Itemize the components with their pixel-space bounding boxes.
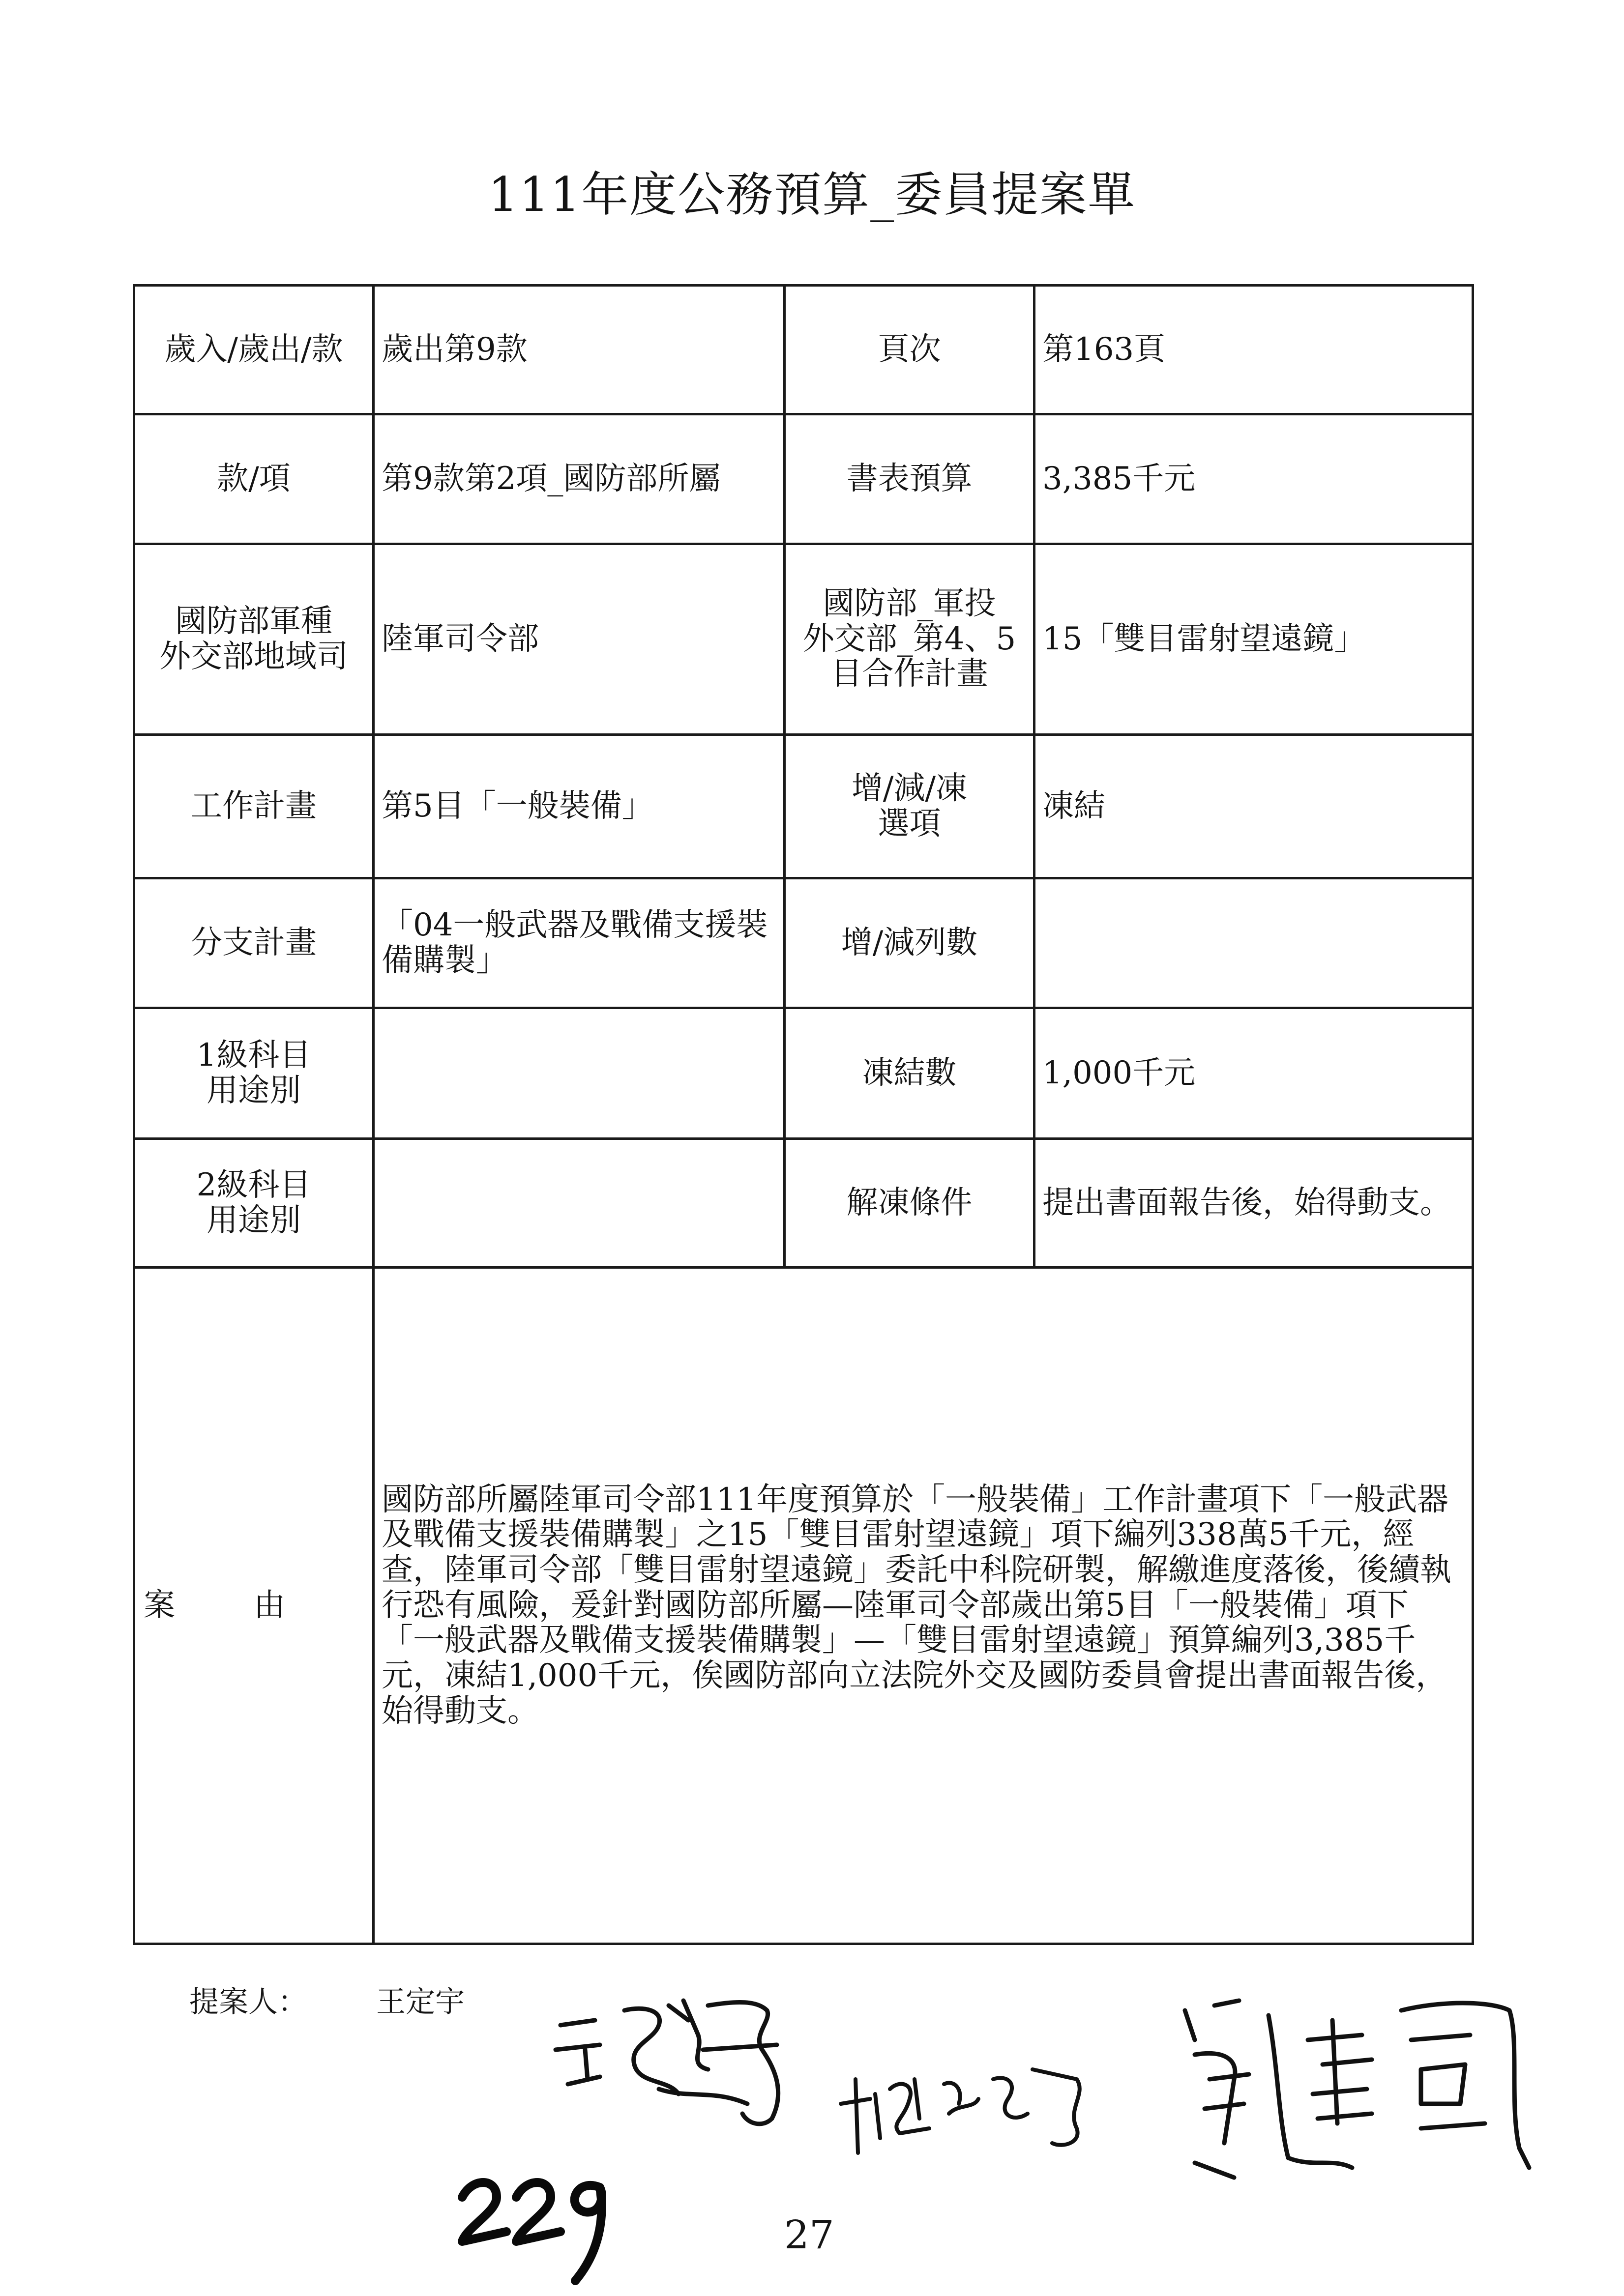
reason-label: 案由 [134, 1268, 374, 1944]
table-row [134, 878, 1473, 1008]
field-label [134, 1008, 374, 1139]
table-row [134, 735, 1473, 878]
handwritten-signature-2 [831, 2050, 1126, 2178]
field-label: 歲入/歲出/款 [134, 286, 374, 414]
field-label: 工作計畫 [134, 735, 374, 878]
field-label-line: 選項 [878, 805, 941, 842]
reason-text: 國防部所屬陸軍司令部111年度預算於「一般裝備」工作計畫項下「一般武器及戰備支援裝備購製」之15「雙目雷射望遠鏡」項下編列338萬5千元，經查，陸軍司令部「雙目雷射望遠鏡」委託中科院研製，解繳進度落後，後續執行恐有風險，爰針對國防部所屬—陸軍司令部歲出第5目「一般裝備」項下「一般武器及戰備支援裝備購製」—「雙目雷射望遠鏡」預算編列3,385千元，凍結1,000千元，俟國防部向立法院外交及國防委員會提出書面報告後，始得動支。 [374, 1268, 1473, 1944]
field-label: 分支計畫 [134, 878, 374, 1008]
field-label: 增/減列數 [785, 878, 1034, 1008]
field-value [374, 1008, 785, 1139]
field-label: 款/項 [134, 414, 374, 544]
field-value: 陸軍司令部 [374, 544, 785, 735]
field-label-line: 外交部地域司 [159, 638, 348, 675]
proposal-form-table [133, 284, 1474, 1945]
handwritten-signature-3 [1165, 1981, 1549, 2187]
field-label [785, 735, 1034, 878]
field-label-line: 2級科目 [196, 1166, 311, 1203]
field-value: 第5目「一般裝備」 [374, 735, 785, 878]
page-number: 27 [784, 2212, 834, 2258]
field-label [134, 1139, 374, 1268]
field-value: 提出書面報告後，始得動支。 [1034, 1139, 1473, 1268]
field-label: 頁次 [785, 286, 1034, 414]
table-row [134, 1008, 1473, 1139]
handwritten-signature-1 [541, 1991, 816, 2138]
field-value: 15「雙目雷射望遠鏡」 [1034, 544, 1473, 735]
field-label-line: 目合作計畫 [830, 656, 988, 693]
field-value: 凍結 [1034, 735, 1473, 878]
field-value: 第9款第2項_國防部所屬 [374, 414, 785, 544]
field-label: 凍結數 [785, 1008, 1034, 1139]
field-label: 解凍條件 [785, 1139, 1034, 1268]
field-value: 歲出第9款 [374, 286, 785, 414]
field-value [374, 1139, 785, 1268]
field-label-line: 1級科目 [196, 1037, 311, 1074]
field-label-line: 國防部軍種 [175, 603, 332, 639]
field-label: 書表預算 [785, 414, 1034, 544]
field-value: 1,000千元 [1034, 1008, 1473, 1139]
field-label-line: 外交部_第4、5 [802, 620, 1016, 657]
field-value: 「04一般武器及戰備支援裝備購製」 [374, 878, 785, 1008]
field-label-line: 國防部_軍投 [823, 585, 996, 622]
proposer-name: 王定宇 [376, 1985, 465, 2019]
table-row [134, 286, 1473, 414]
document-title: 111年度公務預算_委員提案單 [488, 167, 1136, 222]
field-label-line: 用途別 [207, 1202, 301, 1239]
table-row [134, 544, 1473, 735]
field-value: 第163頁 [1034, 286, 1473, 414]
field-label-line: 增/減/凍 [851, 770, 968, 807]
handwritten-note-number [452, 2158, 620, 2291]
proposer-label: 提案人： [189, 1985, 307, 2019]
field-label-line: 用途別 [207, 1072, 301, 1109]
table-row [134, 414, 1473, 544]
field-value: 3,385千元 [1034, 414, 1473, 544]
field-label [134, 544, 374, 735]
table-row [134, 1139, 1473, 1268]
field-label [785, 544, 1034, 735]
field-value [1034, 878, 1473, 1008]
table-row [134, 1268, 1473, 1944]
